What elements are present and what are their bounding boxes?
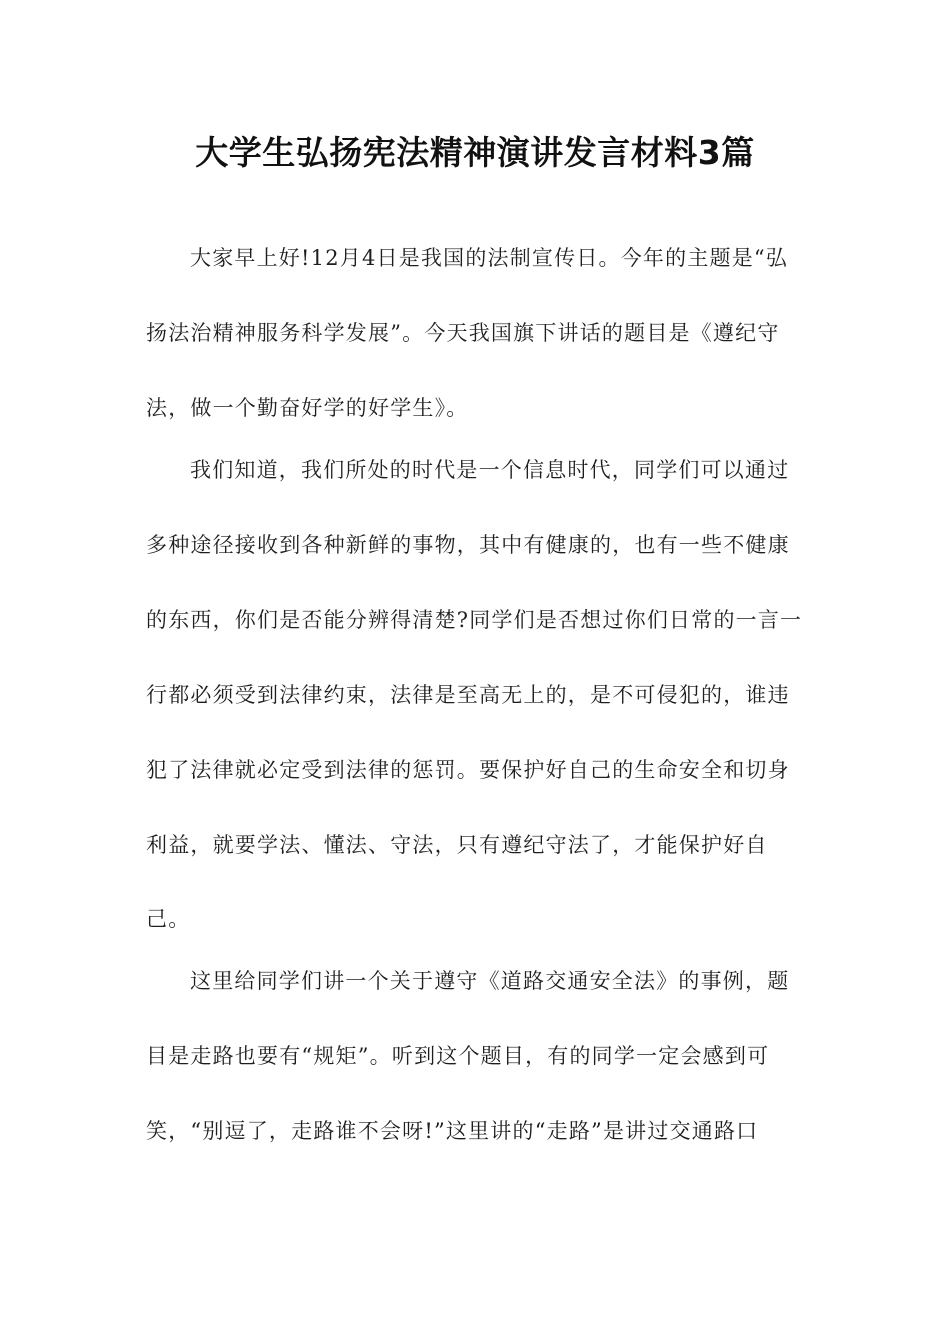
paragraph-3-line-3: 笑，“别逗了，走路谁不会呀!”这里讲的“走路”是讲过交通路口 — [146, 1119, 759, 1143]
paragraph-1-line-3: 法，做一个勤奋好学的好学生》。 — [146, 396, 469, 420]
paragraph-2-line-2: 多种途径接收到各种新鲜的事物，其中有健康的，也有一些不健康 — [146, 533, 790, 557]
paragraph-1-line-2: 扬法治精神服务科学发展”。今天我国旗下讲话的题目是《遵纪守 — [146, 321, 780, 345]
paragraph-2-line-7: 己。 — [146, 907, 191, 931]
paragraph-3-line-1: 这里给同学们讲一个关于遵守《道路交通安全法》的事例，题 — [190, 969, 790, 993]
document-title: 大学生弘扬宪法精神演讲发言材料3篇 — [195, 133, 755, 172]
paragraph-2-line-4: 行都必须受到法律约束，法律是至高无上的，是不可侵犯的，谁违 — [146, 683, 790, 707]
paragraph-2-line-3: 的东西，你们是否能分辨得清楚?同学们是否想过你们日常的一言一 — [146, 608, 803, 632]
paragraph-2-line-5: 犯了法律就必定受到法律的惩罚。要保护好自己的生命安全和切身 — [146, 758, 790, 782]
paragraph-3-line-2: 目是走路也要有“规矩”。听到这个题目，有的同学一定会感到可 — [146, 1044, 770, 1068]
paragraph-2-line-1: 我们知道，我们所处的时代是一个信息时代，同学们可以通过 — [190, 458, 790, 482]
paragraph-2-line-6: 利益，就要学法、懂法、守法，只有遵纪守法了，才能保护好自 — [146, 833, 768, 857]
paragraph-1-line-1: 大家早上好!12月4日是我国的法制宣传日。今年的主题是“弘 — [190, 246, 789, 270]
